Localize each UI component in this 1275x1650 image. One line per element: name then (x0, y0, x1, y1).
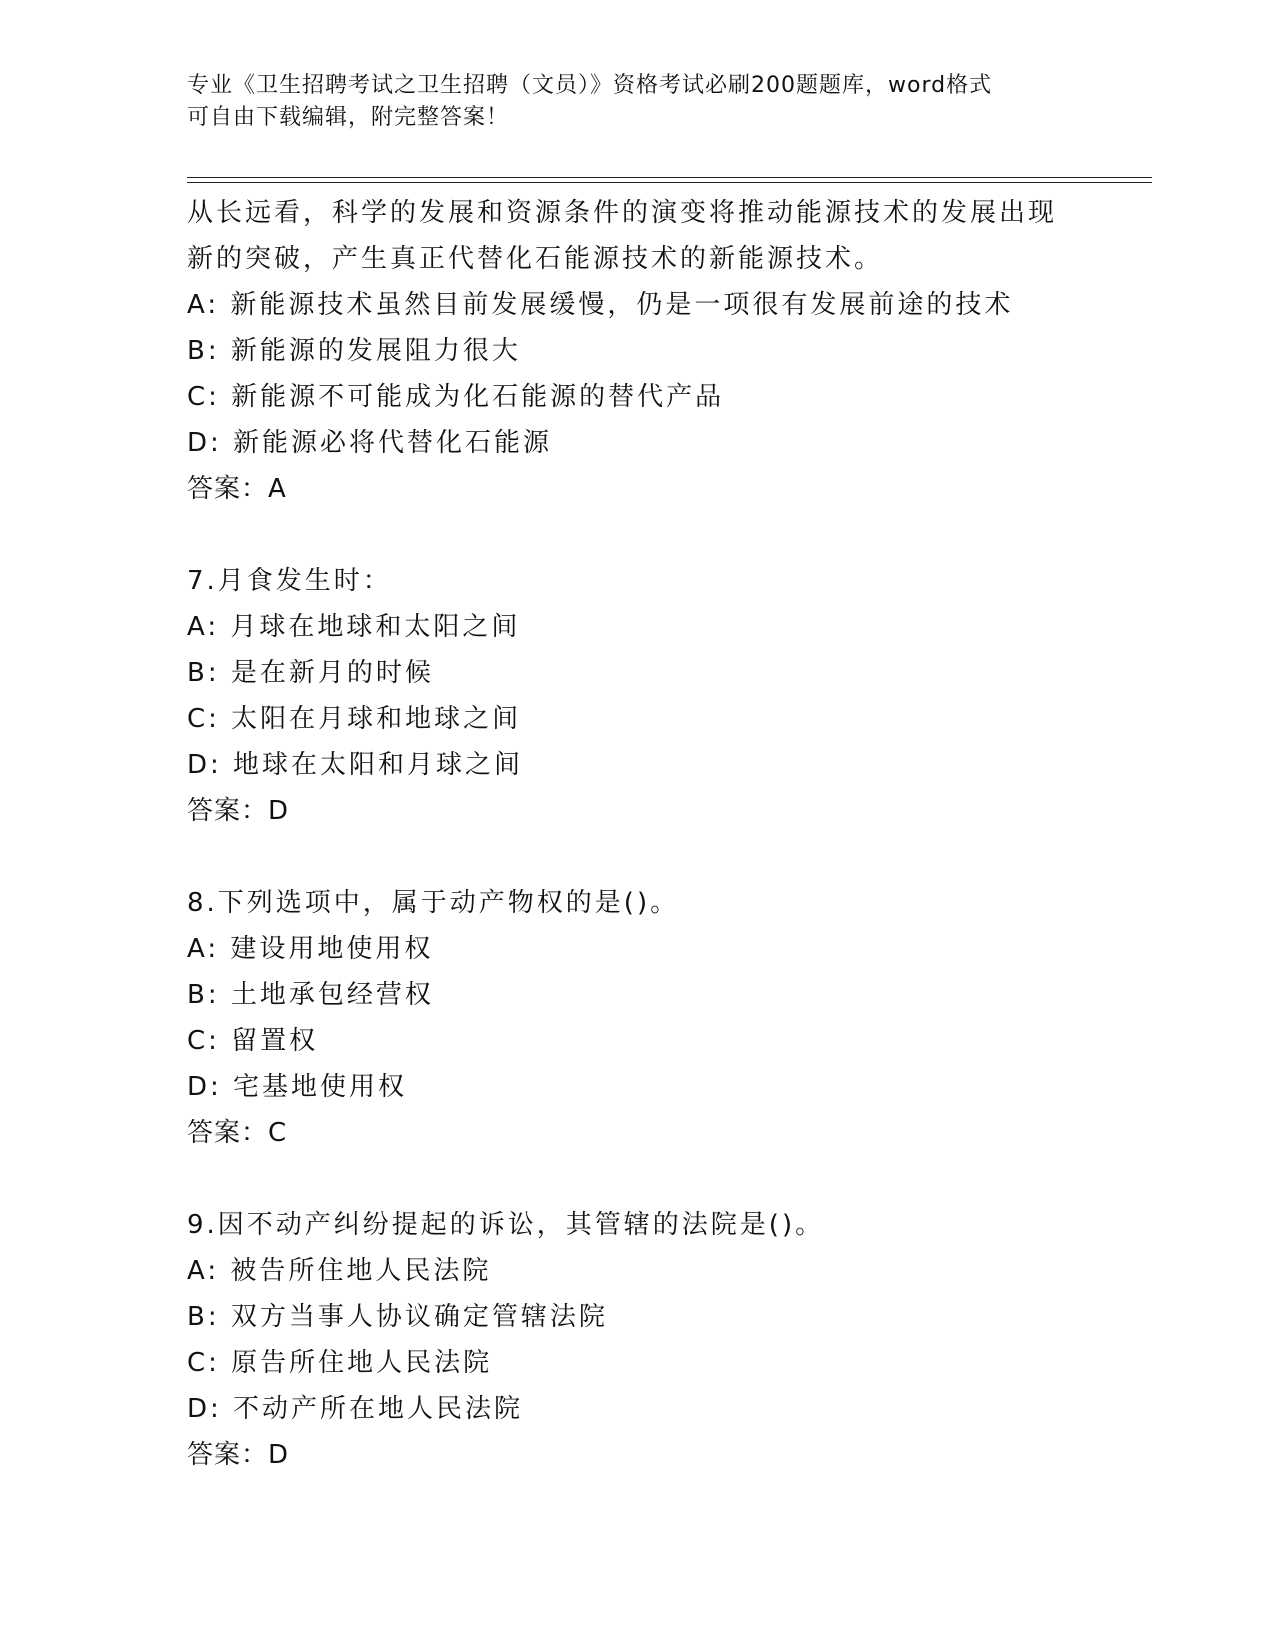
question-stem: 7.月食发生时： (187, 566, 392, 596)
option-a: A: 月球在地球和太阳之间 (187, 612, 521, 642)
option-c: C: 新能源不可能成为化石能源的替代产品 (187, 382, 725, 412)
header-divider-top (187, 177, 1152, 178)
answer-line: 答案：A (187, 474, 287, 504)
question-stem: 8.下列选项中，属于动产物权的是()。 (187, 888, 680, 918)
question-stem-line: 新的突破，产生真正代替化石能源技术的新能源技术。 (187, 244, 884, 274)
option-b: B: 是在新月的时候 (187, 658, 434, 688)
question-8 (187, 880, 1087, 1156)
option-d: D: 不动产所在地人民法院 (187, 1394, 524, 1424)
question-intro (187, 190, 1087, 512)
answer-line: 答案：D (187, 796, 290, 826)
option-d: D: 新能源必将代替化石能源 (187, 428, 553, 458)
option-c: C: 原告所住地人民法院 (187, 1348, 493, 1378)
option-b: B: 土地承包经营权 (187, 980, 434, 1010)
document-header (187, 70, 1087, 134)
question-list (187, 190, 1087, 1478)
option-c: C: 留置权 (187, 1026, 319, 1056)
header-line-1: 专业《卫生招聘考试之卫生招聘（文员）》资格考试必刷200题题库，word格式 (187, 73, 993, 98)
question-7 (187, 558, 1087, 834)
option-b: B: 新能源的发展阻力很大 (187, 336, 521, 366)
question-9 (187, 1202, 1087, 1478)
option-c: C: 太阳在月球和地球之间 (187, 704, 522, 734)
option-d: D: 地球在太阳和月球之间 (187, 750, 524, 780)
option-d: D: 宅基地使用权 (187, 1072, 408, 1102)
option-a: A: 新能源技术虽然目前发展缓慢，仍是一项很有发展前途的技术 (187, 290, 1014, 320)
option-a: A: 被告所住地人民法院 (187, 1256, 492, 1286)
answer-line: 答案：C (187, 1118, 288, 1148)
option-b: B: 双方当事人协议确定管辖法院 (187, 1302, 608, 1332)
question-stem: 9.因不动产纠纷提起的诉讼，其管辖的法院是()。 (187, 1210, 825, 1240)
header-divider-bottom (187, 182, 1152, 183)
option-a: A: 建设用地使用权 (187, 934, 434, 964)
question-stem-line: 从长远看，科学的发展和资源条件的演变将推动能源技术的发展出现 (187, 198, 1058, 228)
answer-line: 答案：D (187, 1440, 290, 1470)
header-line-2: 可自由下载编辑，附完整答案！ (187, 105, 510, 130)
